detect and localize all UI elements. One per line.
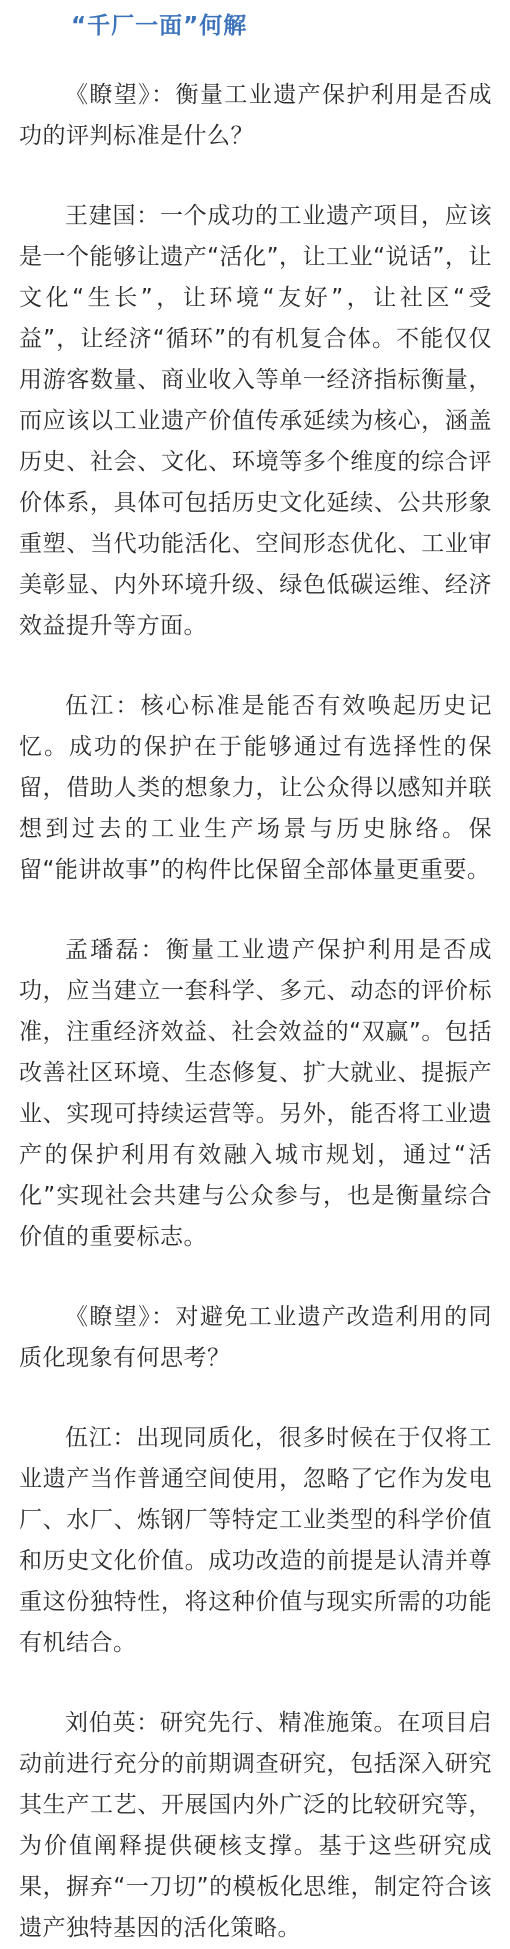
paragraph-question-1: 《瞭望》：衡量工业遗产保护利用是否成功的评判标准是什么？ <box>19 82 492 149</box>
paragraph-answer-wang-jianguo: 王建国：一个成功的工业遗产项目，应该是一个能够让遗产“活化”，让工业“说话”，让文化“生长”，让环境“友好”，让社区“受益”，让经济“循环”的有机复合体。不能仅仅用游客数量、商业收入等单一经济指标衡量，而应该以工业遗产价值传承延续为核心，涵盖历史、社会、文化、环境等多个维度的综合评价体系，具体可包括历史文化延续、公共形象重塑、当代功能活化、空间形态优化、工业审美彰显、内外环境升级、绿色低碳运维、经济效益提升等方面。 <box>19 203 492 639</box>
paragraph-question-2: 《瞭望》：对避免工业遗产改造利用的同质化现象有何思考？ <box>19 1304 492 1371</box>
paragraph-answer-wu-jiang-2: 伍江：出现同质化，很多时候在于仅将工业遗产当作普通空间使用，忽略了它作为发电厂、水厂、炼钢厂等特定工业类型的科学价值和历史文化价值。成功改造的前提是认清并尊重这份独特性，将这种价值与现实所需的功能有机结合。 <box>19 1425 492 1656</box>
paragraph-answer-wu-jiang-1: 伍江：核心标准是能否有效唤起历史记忆。成功的保护在于能够通过有选择性的保留，借助人类的想象力，让公众得以感知并联想到过去的工业生产场景与历史脉络。保留“能讲故事”的构件比保留全部体量更重要。 <box>19 693 492 883</box>
paragraph-answer-meng-fanlei: 孟璠磊：衡量工业遗产保护利用是否成功，应当建立一套科学、多元、动态的评价标准，注重经济效益、社会效益的“双赢”。包括改善社区环境、生态修复、扩大就业、提振产业、实现可持续运营等。另外，能否将工业遗产的保护利用有效融入城市规划，通过“活化”实现社会共建与公众参与，也是衡量综合价值的重要标志。 <box>19 937 492 1250</box>
paragraph-answer-liu-boying: 刘伯英：研究先行、精准施策。在项目启动前进行充分的前期调查研究，包括深入研究其生产工艺、开展国内外广泛的比较研究等，为价值阐释提供硬核支撑。基于这些研究成果，摒弃“一刀切”的模板化思维，制定符合该遗产独特基因的活化策略。 <box>19 1710 492 1941</box>
section-heading: “千厂一面”何解 <box>71 13 248 39</box>
